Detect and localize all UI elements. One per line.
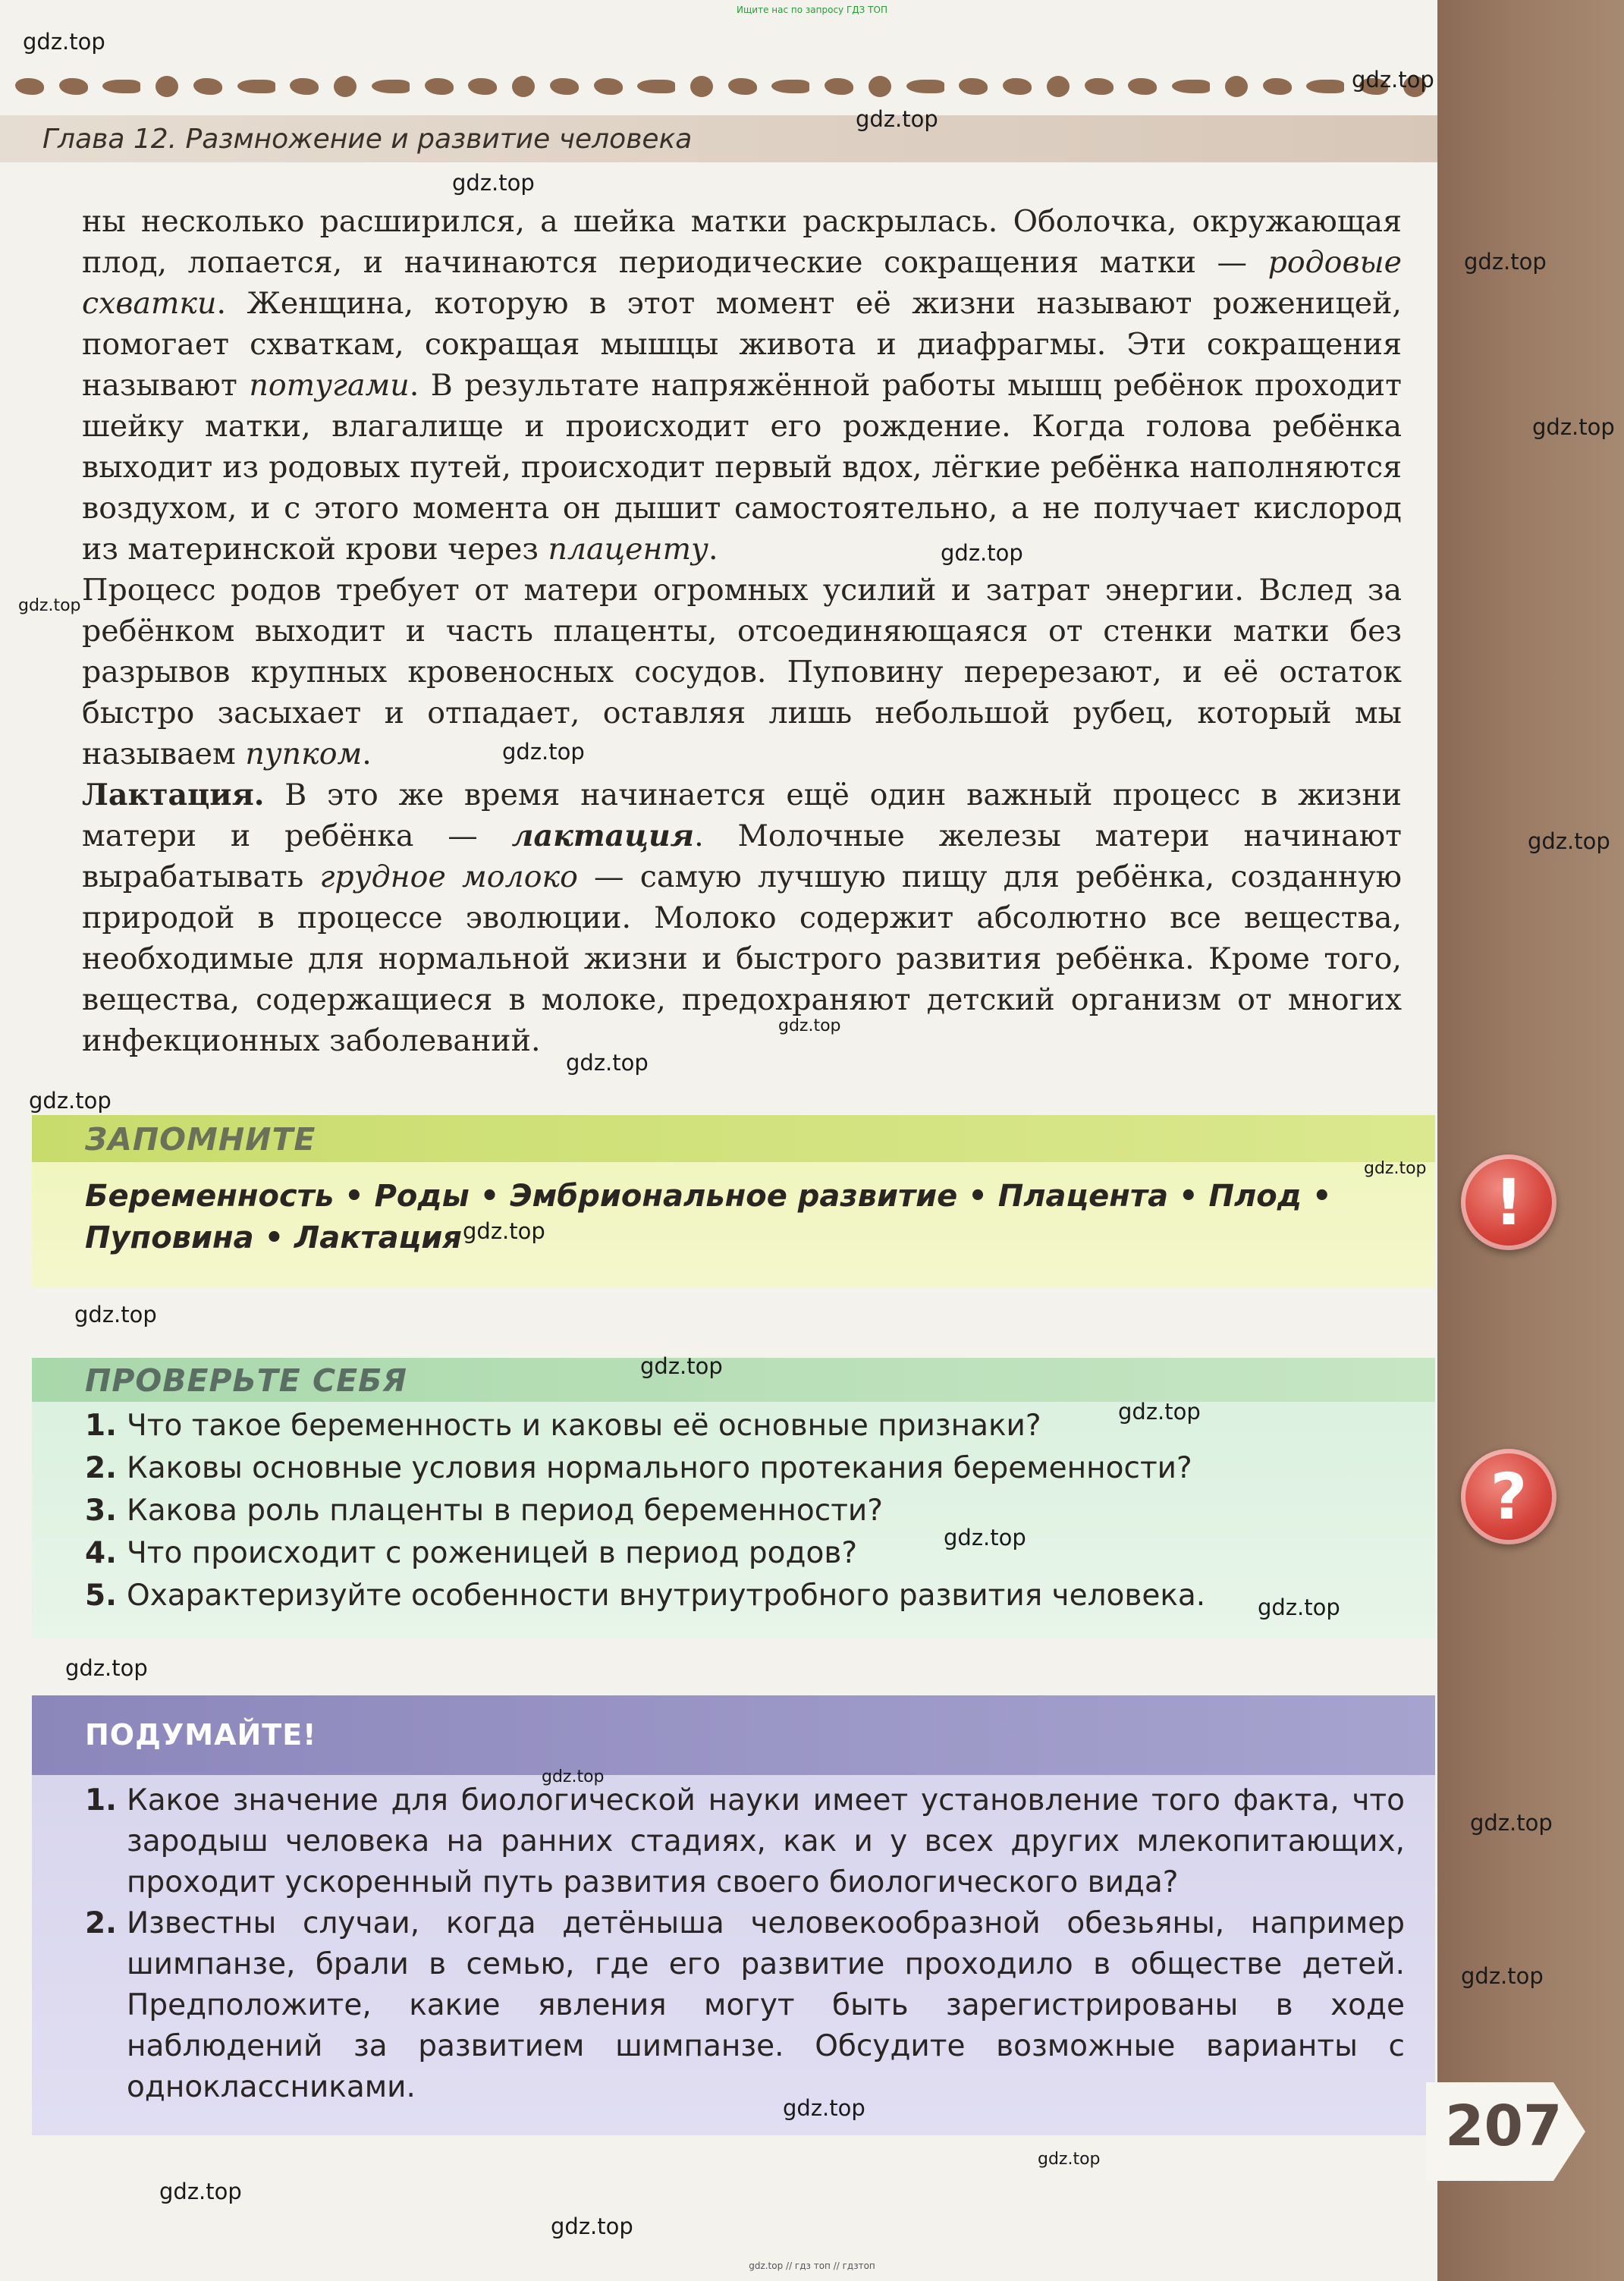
watermark: gdz.top [1352,67,1434,93]
think-list [85,1780,1405,2108]
watermark: gdz.top [551,2213,633,2239]
watermark: gdz.top [23,29,105,55]
paragraph-lactation: Лактация. В это же время начинается ещё один важный процесс в жизни матери и ребёнка — лактация. Молочные железы матери начинают вырабатывать грудное молоко — самую лучшую пищу для ребёнка, созданную природой в процессе эволюции. Молоко содержит абсолютно все вещества, необходимые для нормальной жизни и быстрого развития ребёнка. Кроме того, вещества, содержащиеся в молоке, предохраняют детский организм от многих инфекционных заболеваний. [82,778,1402,1058]
page-number: 207 [1445,2094,1563,2159]
term-placenta: плаценту [548,532,708,567]
watermark: gdz.top [944,1525,1026,1551]
bottom-note: gdz.top // гдз топ // гдзтоп [749,2261,875,2271]
watermark: gdz.top [1461,1963,1544,1989]
chapter-title: Глава 12. Размножение и развитие человека [42,123,693,155]
watermark: gdz.top [542,1767,605,1786]
watermark: gdz.top [452,170,535,196]
watermark: gdz.top [1470,1810,1553,1836]
remember-terms: Беременность • Роды • Эмбриональное развитие • Плацента • Плод • Пуповина • Лактация [85,1179,1332,1255]
list-item: 2. Известны случаи, когда детёныша человекообразной обезьяны, например шимпанзе, брали в семью, где его развитие проходило в обществе детей. Предположите, какие явления могут быть зарегистрированы в ходе наблюдений за развитием шимпанзе. Обсудите возможные варианты с одноклассниками. [85,1906,1405,2104]
watermark: gdz.top [1464,249,1547,275]
watermark: gdz.top [640,1353,723,1379]
term-pupok: пупком [245,737,363,771]
watermark: gdz.top [1364,1159,1427,1178]
top-note: Ищите нас по запросу ГДЗ ТОП [737,5,887,15]
watermark: gdz.top [941,540,1023,566]
remember-title: ЗАПОМНИТЕ [85,1121,316,1158]
watermark: gdz.top [778,1016,841,1035]
term-breast-milk: грудное молоко [319,859,578,894]
watermark: gdz.top [159,2179,242,2204]
list-item: 3. Какова роль плаценты в период беременности? [85,1494,883,1528]
term-lactation: лактация [511,818,695,853]
list-item: 2. Каковы основные условия нормального протекания беременности? [85,1451,1192,1485]
exclamation-icon: ! [1461,1155,1556,1250]
check-title: ПРОВЕРЬТЕ СЕБЯ [85,1362,407,1399]
main-text [82,201,1402,1061]
watermark: gdz.top [856,106,938,132]
watermark: gdz.top [463,1218,545,1244]
watermark: gdz.top [1258,1595,1340,1620]
term-potugi: потугами [249,368,410,403]
watermark: gdz.top [1532,414,1615,440]
question-mark-icon: ? [1461,1449,1556,1544]
watermark: gdz.top [18,596,81,615]
list-item: 1. Что такое беременность и каковы её основные признаки? [85,1409,1041,1443]
watermark: gdz.top [29,1088,112,1114]
think-title: ПОДУМАЙТЕ! [85,1718,317,1752]
paragraph-birth: ны несколько расширился, а шейка матки раскрылась. Оболочка, окружающая плод, лопается, и начинаются периодические сокращения матки — родовые схватки. Женщина, которую в этот момент её жизни называют роженицей, помогает схваткам, сокращая мышцы живота и диафрагмы. Эти сокращения называют потугами. В результате напряжённой работы мышц ребёнок проходит шейку матки, влагалище и происходит его рождение. Когда голова ребёнка выходит из родовых путей, происходит первый вдох, лёгкие ребёнка наполняются воздухом, и с этого момента он дышит самостоятельно, а не получает кислород из материнской крови через плаценту. [82,204,1402,567]
page-edge-strip [1437,0,1624,2281]
paragraph-labor: Процесс родов требует от матери огромных усилий и затрат энергии. Вслед за ребёнком выходит и часть плаценты, отсоединяющаяся от стенки матки без разрывов крупных кровеносных сосудов. Пуповину перерезают, и её остаток быстро засыхает и отпадает, оставляя лишь небольшой рубец, который мы называем пупком. [82,573,1402,771]
term-rodovye-skhvatki: родовые схватки [82,245,1402,321]
check-yourself-box [32,1358,1435,1638]
list-item: 5. Охарактеризуйте особенности внутриутробного развития человека. [85,1579,1206,1613]
remember-box [32,1115,1435,1288]
watermark: gdz.top [74,1302,157,1327]
think-box [32,1695,1435,2135]
watermark: gdz.top [502,739,585,765]
watermark: gdz.top [65,1655,148,1681]
watermark: gdz.top [566,1050,649,1076]
list-item: 1. Какое значение для биологической науки имеет установление того факта, что зародыш человека на ранних стадиях, как и у всех других млекопитающих, проходит ускоренный путь развития своего биологического вида? [85,1783,1405,1899]
question-list [85,1405,1405,1617]
list-item: 4. Что происходит с роженицей в период родов? [85,1536,858,1570]
subheading-lactation: Лактация. [82,778,265,812]
watermark: gdz.top [1038,2150,1101,2169]
animal-silhouette-border [15,64,1426,109]
watermark: gdz.top [1528,828,1610,854]
watermark: gdz.top [1118,1399,1201,1425]
chapter-header [0,115,1437,162]
watermark: gdz.top [783,2095,865,2121]
